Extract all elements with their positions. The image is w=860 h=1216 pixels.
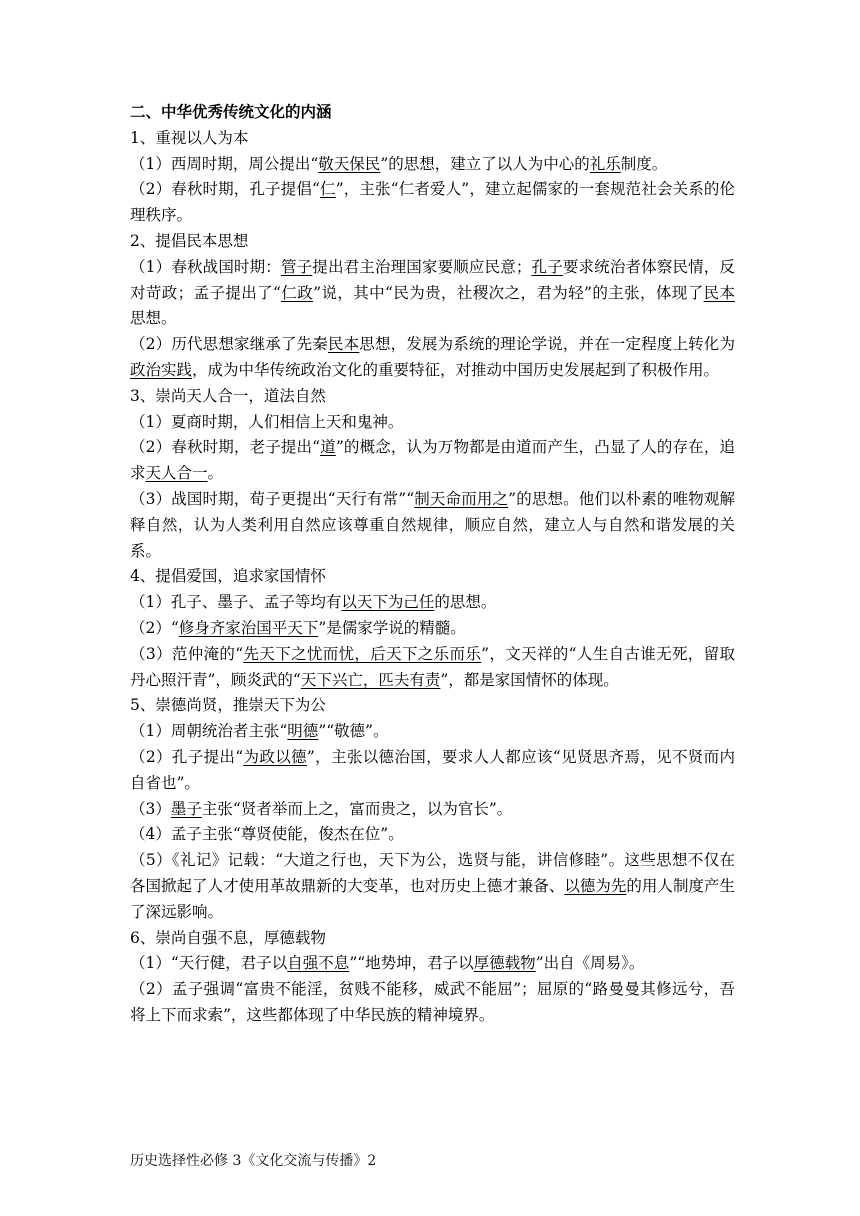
- paragraph: （1）夏商时期，人们相信上天和鬼神。: [130, 412, 404, 431]
- subsection-heading: 3、崇尚天人合一，道法自然: [130, 386, 326, 405]
- subsection-heading: 4、提倡爱国，追求家国情怀: [130, 567, 326, 586]
- key-term: 以德为先: [564, 876, 627, 895]
- key-term: 以天下为己任: [341, 593, 435, 612]
- key-term: 天下兴亡，匹夫有责: [300, 670, 441, 689]
- paragraph: （2）孟子强调“富贵不能淫，贫贱不能移，威武不能屈”；屈原的“路曼曼其修远兮，吾将上下而求索”，这些都体现了中华民族的精神境界。: [130, 980, 735, 1024]
- paragraph: （2）春秋时期，孔子提倡“仁”，主张“仁者爱人”，建立起儒家的一套规范社会关系的伦理秩序。: [130, 180, 735, 225]
- key-term: 政治实践: [130, 360, 193, 379]
- content-items: [130, 126, 735, 1029]
- key-term: 自强不息: [287, 954, 350, 973]
- key-term: 民本: [703, 283, 735, 302]
- key-term: 民本: [327, 335, 360, 354]
- key-term: 制天命而用之: [414, 489, 509, 508]
- paragraph: （2）春秋时期，老子提出“道”的概念，认为万物都是由道而产生，凸显了人的存在，追求天人合一。: [130, 438, 735, 483]
- key-term: 仁: [319, 180, 336, 199]
- key-term: 道: [320, 438, 336, 457]
- key-term: 管子: [280, 257, 313, 276]
- paragraph: （2）孔子提出“为政以德”，主张以德治国，要求人人都应该“见贤思齐焉，见不贤而内自省也”。: [130, 747, 735, 792]
- key-term: 先天下之忧而忧，后天下之乐而乐: [243, 644, 482, 663]
- document-body: [130, 100, 735, 1029]
- paragraph: （4）孟子主张“尊贤使能，俊杰在位”。: [130, 825, 404, 844]
- paragraph: （1）孔子、墨子、孟子等均有以天下为己任的思想。: [130, 593, 497, 612]
- paragraph: （1）春秋战国时期：管子提出君主治理国家要顺应民意；孔子要求统治者体察民情，反对苛政；孟子提出了“仁政”说，其中“民为贵，社稷次之，君为轻”的主张，体现了民本思想。: [130, 257, 735, 328]
- paragraph: （2）历代思想家继承了先秦民本思想，发展为系统的理论学说，并在一定程度上转化为政治实践，成为中华传统政治文化的重要特征，对推动中国历史发展起到了积极作用。: [130, 335, 735, 379]
- paragraph: （3）墨子主张“贤者举而上之，富而贵之，以为官长”。: [130, 799, 513, 818]
- key-term: 明德: [287, 722, 319, 741]
- subsection-heading: 1、重视以人为本: [130, 128, 249, 147]
- key-term: 仁政: [280, 283, 314, 302]
- subsection-heading: 5、崇德尚贤，推崇天下为公: [130, 696, 326, 715]
- paragraph: （2）“修身齐家治国平天下”是儒家学说的精髓。: [130, 618, 466, 637]
- paragraph: （1）“天行健，君子以自强不息”“地势坤，君子以厚德载物”出自《周易》。: [130, 954, 645, 973]
- key-term: 敬天保民: [318, 154, 381, 173]
- subsection-heading: 2、提倡民本思想: [130, 231, 249, 250]
- subsection-heading: 6、崇尚自强不息，厚德载物: [130, 928, 326, 947]
- key-term: 孔子: [531, 257, 563, 276]
- section-title: 二、中华优秀传统文化的内涵: [130, 103, 332, 121]
- key-term: 修身齐家治国平天下: [178, 618, 319, 637]
- key-term: 墨子: [170, 799, 202, 818]
- key-term: 厚德载物: [473, 954, 536, 973]
- page-footer: 历史选择性必修 3《文化交流与传播》2: [130, 1153, 377, 1169]
- key-term: 为政以德: [243, 747, 307, 766]
- paragraph: （5）《礼记》记载：“大道之行也，天下为公，选贤与能，讲信修睦”。这些思想不仅在各国掀起了人才使用革故鼎新的大变革，也对历史上德才兼备、以德为先的用人制度产生了深远影响。: [130, 851, 735, 921]
- key-term: 天人合一: [145, 464, 208, 483]
- paragraph: （3）战国时期，荀子更提出“天行有常”“制天命而用之”的思想。他们以朴素的唯物观解释自然，认为人类利用自然应该尊重自然规律，顺应自然，建立人与自然和谐发展的关系。: [130, 489, 735, 560]
- paragraph: （1）周朝统治者主张“明德”“敬德”。: [130, 722, 389, 741]
- key-term: 礼乐: [589, 154, 621, 173]
- paragraph: （3）范仲淹的“先天下之忧而忧，后天下之乐而乐”，文天祥的“人生自古谁无死，留取丹心照汗青”，顾炎武的“天下兴亡，匹夫有责”，都是家国情怀的体现。: [130, 644, 735, 689]
- paragraph: （1）西周时期，周公提出“敬天保民”的思想，建立了以人为中心的礼乐制度。: [130, 154, 668, 173]
